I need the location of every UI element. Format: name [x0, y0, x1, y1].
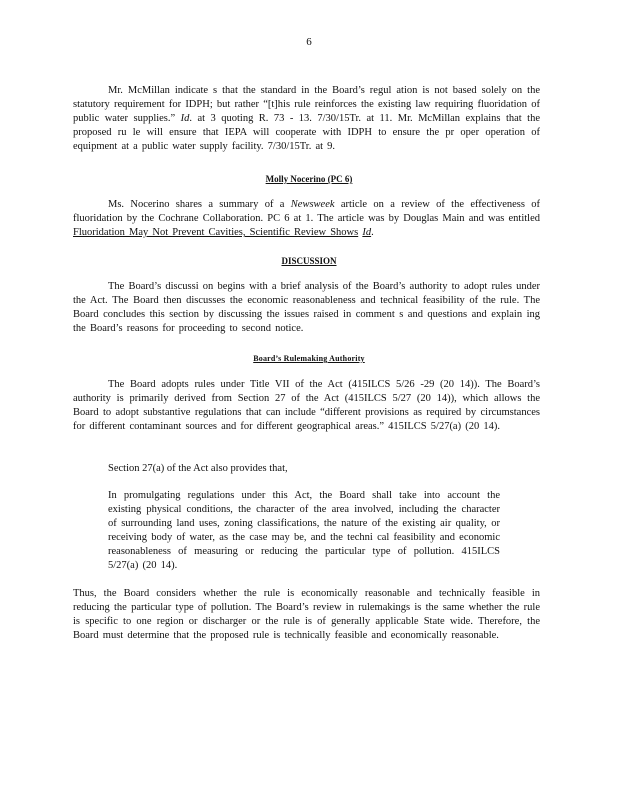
discussion-heading: DISCUSSION — [281, 256, 337, 266]
mcmillan-text-b: . at 3 quoting R. 73 - 13. 7/30/15Tr. at 11. Mr. McMillan explains that the proposed ru le will ensure that IEPA will cooperate with IDPH to ensure the pr oper operation of equipment at a public water supply facility. 7/30/15Tr. at 9. — [73, 113, 541, 152]
nocerino-text-c: . — [371, 227, 374, 238]
statute-quote-block: In promulgating regulations under this Act, the Board shall take into account the existing physical conditions, the character of the area involved, including the character of surrounding land uses, zoning classifications, the nature of the existing air quality, or receiving body of water, as the case may be, and the techni cal feasibility and economic reasonableness of measuring or reducing the particular type of pollution. 415ILCS 5/27(a) (20 14). — [108, 490, 500, 571]
nocerino-text-b: article on a review of the effectiveness of fluoridation by the Cochrane Collaboration. PC 6 at 1. The article was by Douglas Main and was entitled — [73, 199, 541, 224]
nocerino-paragraph — [73, 198, 540, 240]
nocerino-text-a: Ms. Nocerino shares a summary of a — [108, 199, 285, 210]
page-number: 6 — [306, 36, 312, 48]
authority-paragraph: The Board adopts rules under Title VII of the Act (415ILCS 5/26 -29 (20 14)). The Board’s authority is primarily derived from Section 27 of the Act (415ILCS 5/27 (20 14)), which allows the Board to adopt substantive regulations that can include “different provisions as required by circumstances for different contaminant sources and for different geographical areas.” 415ILCS 5/27(a) (20 14). — [73, 379, 540, 432]
mcmillan-paragraph — [73, 84, 540, 154]
mcmillan-citation-id: Id — [180, 113, 190, 124]
authority-heading: Board’s Rulemaking Authority — [253, 354, 365, 363]
conclusion-paragraph: Thus, the Board considers whether the rule is economically reasonable and technically feasible in reducing the particular type of pollution. The Board’s review in rulemakings is the same whether the rule is specific to one region or discharger or the rule is of generally applicable State wide. Therefore, the Board must determine that the proposed rule is technically feasible and economically reasonable. — [73, 588, 540, 641]
nocerino-heading: Molly Nocerino (PC 6) — [265, 174, 353, 184]
article-title: Fluoridation May Not Prevent Cavities, Scientific Review Shows — [73, 227, 359, 238]
nocerino-citation-id: Id — [362, 227, 372, 238]
mcmillan-text-a: Mr. McMillan indicate s that the standard in the Board’s regul ation is not based solely on the statutory requirement for IDPH; but rather “[t]his rule reinforces the existing law requiring fluoridation of public water supplies.” — [73, 85, 540, 124]
discussion-paragraph: The Board’s discussi on begins with a brief analysis of the Board’s authority to adopt rules under the Act. The Board then discusses the economic reasonableness and technical feasibility of the rule. The Board concludes this section by discussing the issues raised in comment s and questions and explain ing the Board’s reasons for proceeding to second notice. — [73, 281, 540, 334]
section-27a-intro: Section 27(a) of the Act also provides that, — [108, 463, 288, 474]
newsweek-title: Newsweek — [290, 199, 335, 210]
